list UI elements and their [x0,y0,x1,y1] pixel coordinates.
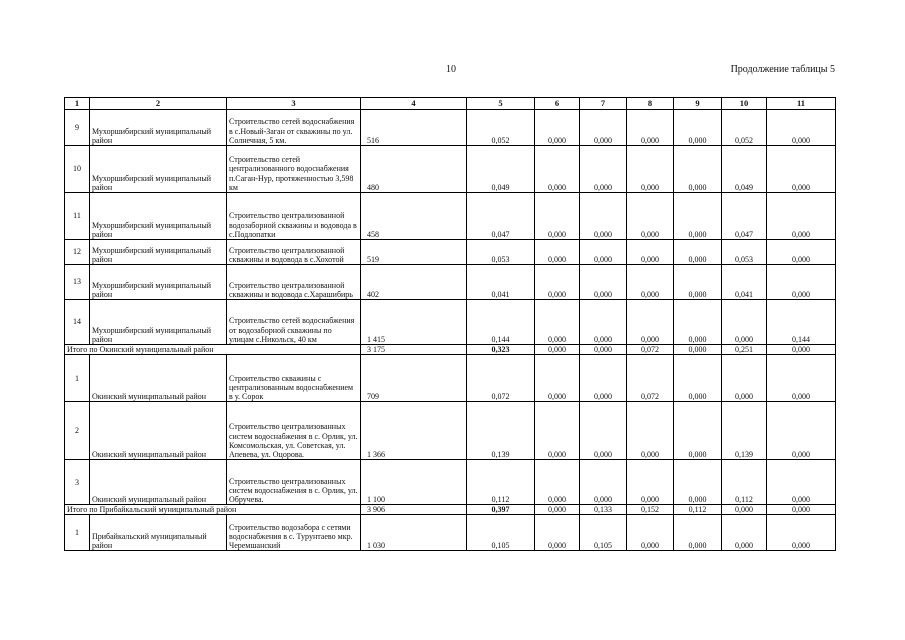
value-cell-10: 0,251 [722,345,767,355]
value-cell-7: 0,000 [580,110,627,146]
value-cell-7: 0,000 [580,146,627,193]
table-row [65,146,836,193]
value-cell-11: 0,000 [767,345,836,355]
value-cell-6: 0,000 [535,345,580,355]
column-header-2: 2 [90,98,227,110]
value-cell-6: 0,000 [535,402,580,460]
value-cell-9: 0,000 [674,345,722,355]
object-cell: Строительство централизованной скважины и водовода в с.Хохотой [227,240,361,265]
value-cell-9: 0,000 [674,402,722,460]
value-cell-7: 0,000 [580,460,627,505]
value-cell-10: 0,000 [722,355,767,402]
value-cell-11: 0,000 [767,355,836,402]
value-cell-9: 0,000 [674,460,722,505]
value-cell-9: 0,000 [674,300,722,345]
value-cell-7: 0,000 [580,402,627,460]
value-cell-9: 0,000 [674,146,722,193]
value-cell-5: 0,041 [467,265,535,300]
value-cell-4: 519 [361,240,467,265]
column-header-1: 1 [65,98,90,110]
value-cell-9: 0,000 [674,240,722,265]
value-cell-11: 0,000 [767,402,836,460]
value-cell-6: 0,000 [535,300,580,345]
value-cell-10: 0,041 [722,265,767,300]
row-number: 2 [65,402,90,460]
total-row [65,345,836,355]
value-cell-10: 0,047 [722,193,767,240]
value-cell-8: 0,000 [627,193,674,240]
value-cell-11: 0,000 [767,515,836,551]
value-cell-4: 1 415 [361,300,467,345]
district-cell: Прибайкальский муниципальный район [90,515,227,551]
value-cell-10: 0,049 [722,146,767,193]
value-cell-6: 0,000 [535,265,580,300]
value-cell-7: 0,000 [580,355,627,402]
value-cell-8: 0,000 [627,265,674,300]
value-cell-8: 0,000 [627,300,674,345]
district-cell: Мухоршибирский муниципальный район [90,146,227,193]
column-header-6: 6 [535,98,580,110]
total-label: Итого по Прибайкальский муниципальный район [65,505,361,515]
table-row [65,110,836,146]
value-cell-9: 0,000 [674,265,722,300]
value-cell-7: 0,000 [580,345,627,355]
value-cell-10: 0,052 [722,110,767,146]
value-cell-5: 0,105 [467,515,535,551]
value-cell-8: 0,152 [627,505,674,515]
value-cell-10: 0,000 [722,515,767,551]
value-cell-4: 1 366 [361,402,467,460]
value-cell-9: 0,112 [674,505,722,515]
value-cell-6: 0,000 [535,355,580,402]
district-cell: Мухоршибирский муниципальный район [90,300,227,345]
value-cell-11: 0,000 [767,193,836,240]
table-row [65,265,836,300]
table-row [65,355,836,402]
value-cell-8: 0,072 [627,345,674,355]
column-header-row [65,98,836,110]
value-cell-7: 0,105 [580,515,627,551]
value-cell-10: 0,053 [722,240,767,265]
table-body [65,98,836,551]
value-cell-11: 0,000 [767,146,836,193]
value-cell-5: 0,072 [467,355,535,402]
value-cell-6: 0,000 [535,146,580,193]
value-cell-9: 0,000 [674,355,722,402]
column-header-11: 11 [767,98,836,110]
value-cell-6: 0,000 [535,240,580,265]
object-cell: Строительство скважины с централизованным водоснабжением в у. Сорок [227,355,361,402]
value-cell-8: 0,000 [627,110,674,146]
table-row [65,193,836,240]
column-header-5: 5 [467,98,535,110]
data-table [64,97,836,551]
value-cell-10: 0,000 [722,505,767,515]
column-header-4: 4 [361,98,467,110]
value-cell-6: 0,000 [535,460,580,505]
value-cell-7: 0,000 [580,265,627,300]
object-cell: Строительство сетей водоснабжения в с.Новый-Заган от скважины по ул. Солнечная, 5 км. [227,110,361,146]
value-cell-10: 0,139 [722,402,767,460]
value-cell-4: 458 [361,193,467,240]
column-header-10: 10 [722,98,767,110]
object-cell: Строительство централизованных систем водоснабжения в с. Орлик, ул. Комсомольская, ул. Советская, ул. Апевева, ул. Оцорова. [227,402,361,460]
value-cell-6: 0,000 [535,110,580,146]
value-cell-4: 3 175 [361,345,467,355]
value-cell-11: 0,000 [767,110,836,146]
value-cell-6: 0,000 [535,193,580,240]
value-cell-10: 0,000 [722,300,767,345]
value-cell-5: 0,323 [467,345,535,355]
district-cell: Окинский муниципальный район [90,355,227,402]
page-number: 10 [446,64,456,75]
value-cell-5: 0,112 [467,460,535,505]
row-number: 3 [65,460,90,505]
value-cell-7: 0,000 [580,300,627,345]
value-cell-8: 0,000 [627,515,674,551]
object-cell: Строительство сетей централизованного водоснабжения п.Саган-Нур, протяженностью 3,598 км [227,146,361,193]
value-cell-5: 0,047 [467,193,535,240]
row-number: 12 [65,240,90,265]
value-cell-5: 0,144 [467,300,535,345]
value-cell-9: 0,000 [674,110,722,146]
value-cell-5: 0,049 [467,146,535,193]
value-cell-4: 709 [361,355,467,402]
value-cell-11: 0,144 [767,300,836,345]
table-row [65,460,836,505]
value-cell-11: 0,000 [767,505,836,515]
value-cell-7: 0,000 [580,193,627,240]
value-cell-9: 0,000 [674,193,722,240]
row-number: 9 [65,110,90,146]
value-cell-10: 0,112 [722,460,767,505]
object-cell: Строительство централизованной скважины и водовода с.Харашибирь [227,265,361,300]
total-label: Итого по Окинский муниципальный район [65,345,361,355]
row-number: 13 [65,265,90,300]
table-row [65,240,836,265]
column-header-8: 8 [627,98,674,110]
value-cell-11: 0,000 [767,240,836,265]
value-cell-8: 0,000 [627,146,674,193]
value-cell-5: 0,139 [467,402,535,460]
value-cell-7: 0,133 [580,505,627,515]
value-cell-8: 0,000 [627,460,674,505]
column-header-7: 7 [580,98,627,110]
table-continuation-caption: Продолжение таблицы 5 [730,64,835,75]
table-row [65,300,836,345]
district-cell: Мухоршибирский муниципальный район [90,265,227,300]
value-cell-4: 402 [361,265,467,300]
value-cell-6: 0,000 [535,515,580,551]
value-cell-9: 0,000 [674,515,722,551]
table-row [65,402,836,460]
table-row [65,515,836,551]
value-cell-4: 3 906 [361,505,467,515]
value-cell-5: 0,052 [467,110,535,146]
district-cell: Мухоршибирский муниципальный район [90,240,227,265]
district-cell: Окинский муниципальный район [90,402,227,460]
value-cell-5: 0,397 [467,505,535,515]
column-header-3: 3 [227,98,361,110]
row-number: 14 [65,300,90,345]
value-cell-4: 1 030 [361,515,467,551]
row-number: 11 [65,193,90,240]
object-cell: Строительство сетей водоснабжения от водозаборной скважины по улицам с.Никольск, 40 км [227,300,361,345]
row-number: 1 [65,355,90,402]
row-number: 1 [65,515,90,551]
district-cell: Окинский муниципальный район [90,460,227,505]
object-cell: Строительство водозабора с сетями водоснабжения в с. Турунтаево мкр. Черемшанский [227,515,361,551]
value-cell-8: 0,000 [627,402,674,460]
object-cell: Строительство централизованной водозаборной скважины и водовода в с.Подлопатки [227,193,361,240]
row-number: 10 [65,146,90,193]
value-cell-7: 0,000 [580,240,627,265]
column-header-9: 9 [674,98,722,110]
value-cell-11: 0,000 [767,460,836,505]
value-cell-8: 0,000 [627,240,674,265]
total-row [65,505,836,515]
value-cell-11: 0,000 [767,265,836,300]
value-cell-8: 0,072 [627,355,674,402]
district-cell: Мухоршибирский муниципальный район [90,193,227,240]
district-cell: Мухоршибирский муниципальный район [90,110,227,146]
value-cell-4: 1 100 [361,460,467,505]
value-cell-4: 516 [361,110,467,146]
object-cell: Строительство централизованных систем водоснабжения в с. Орлик, ул. Обручева. [227,460,361,505]
value-cell-5: 0,053 [467,240,535,265]
value-cell-4: 480 [361,146,467,193]
value-cell-6: 0,000 [535,505,580,515]
